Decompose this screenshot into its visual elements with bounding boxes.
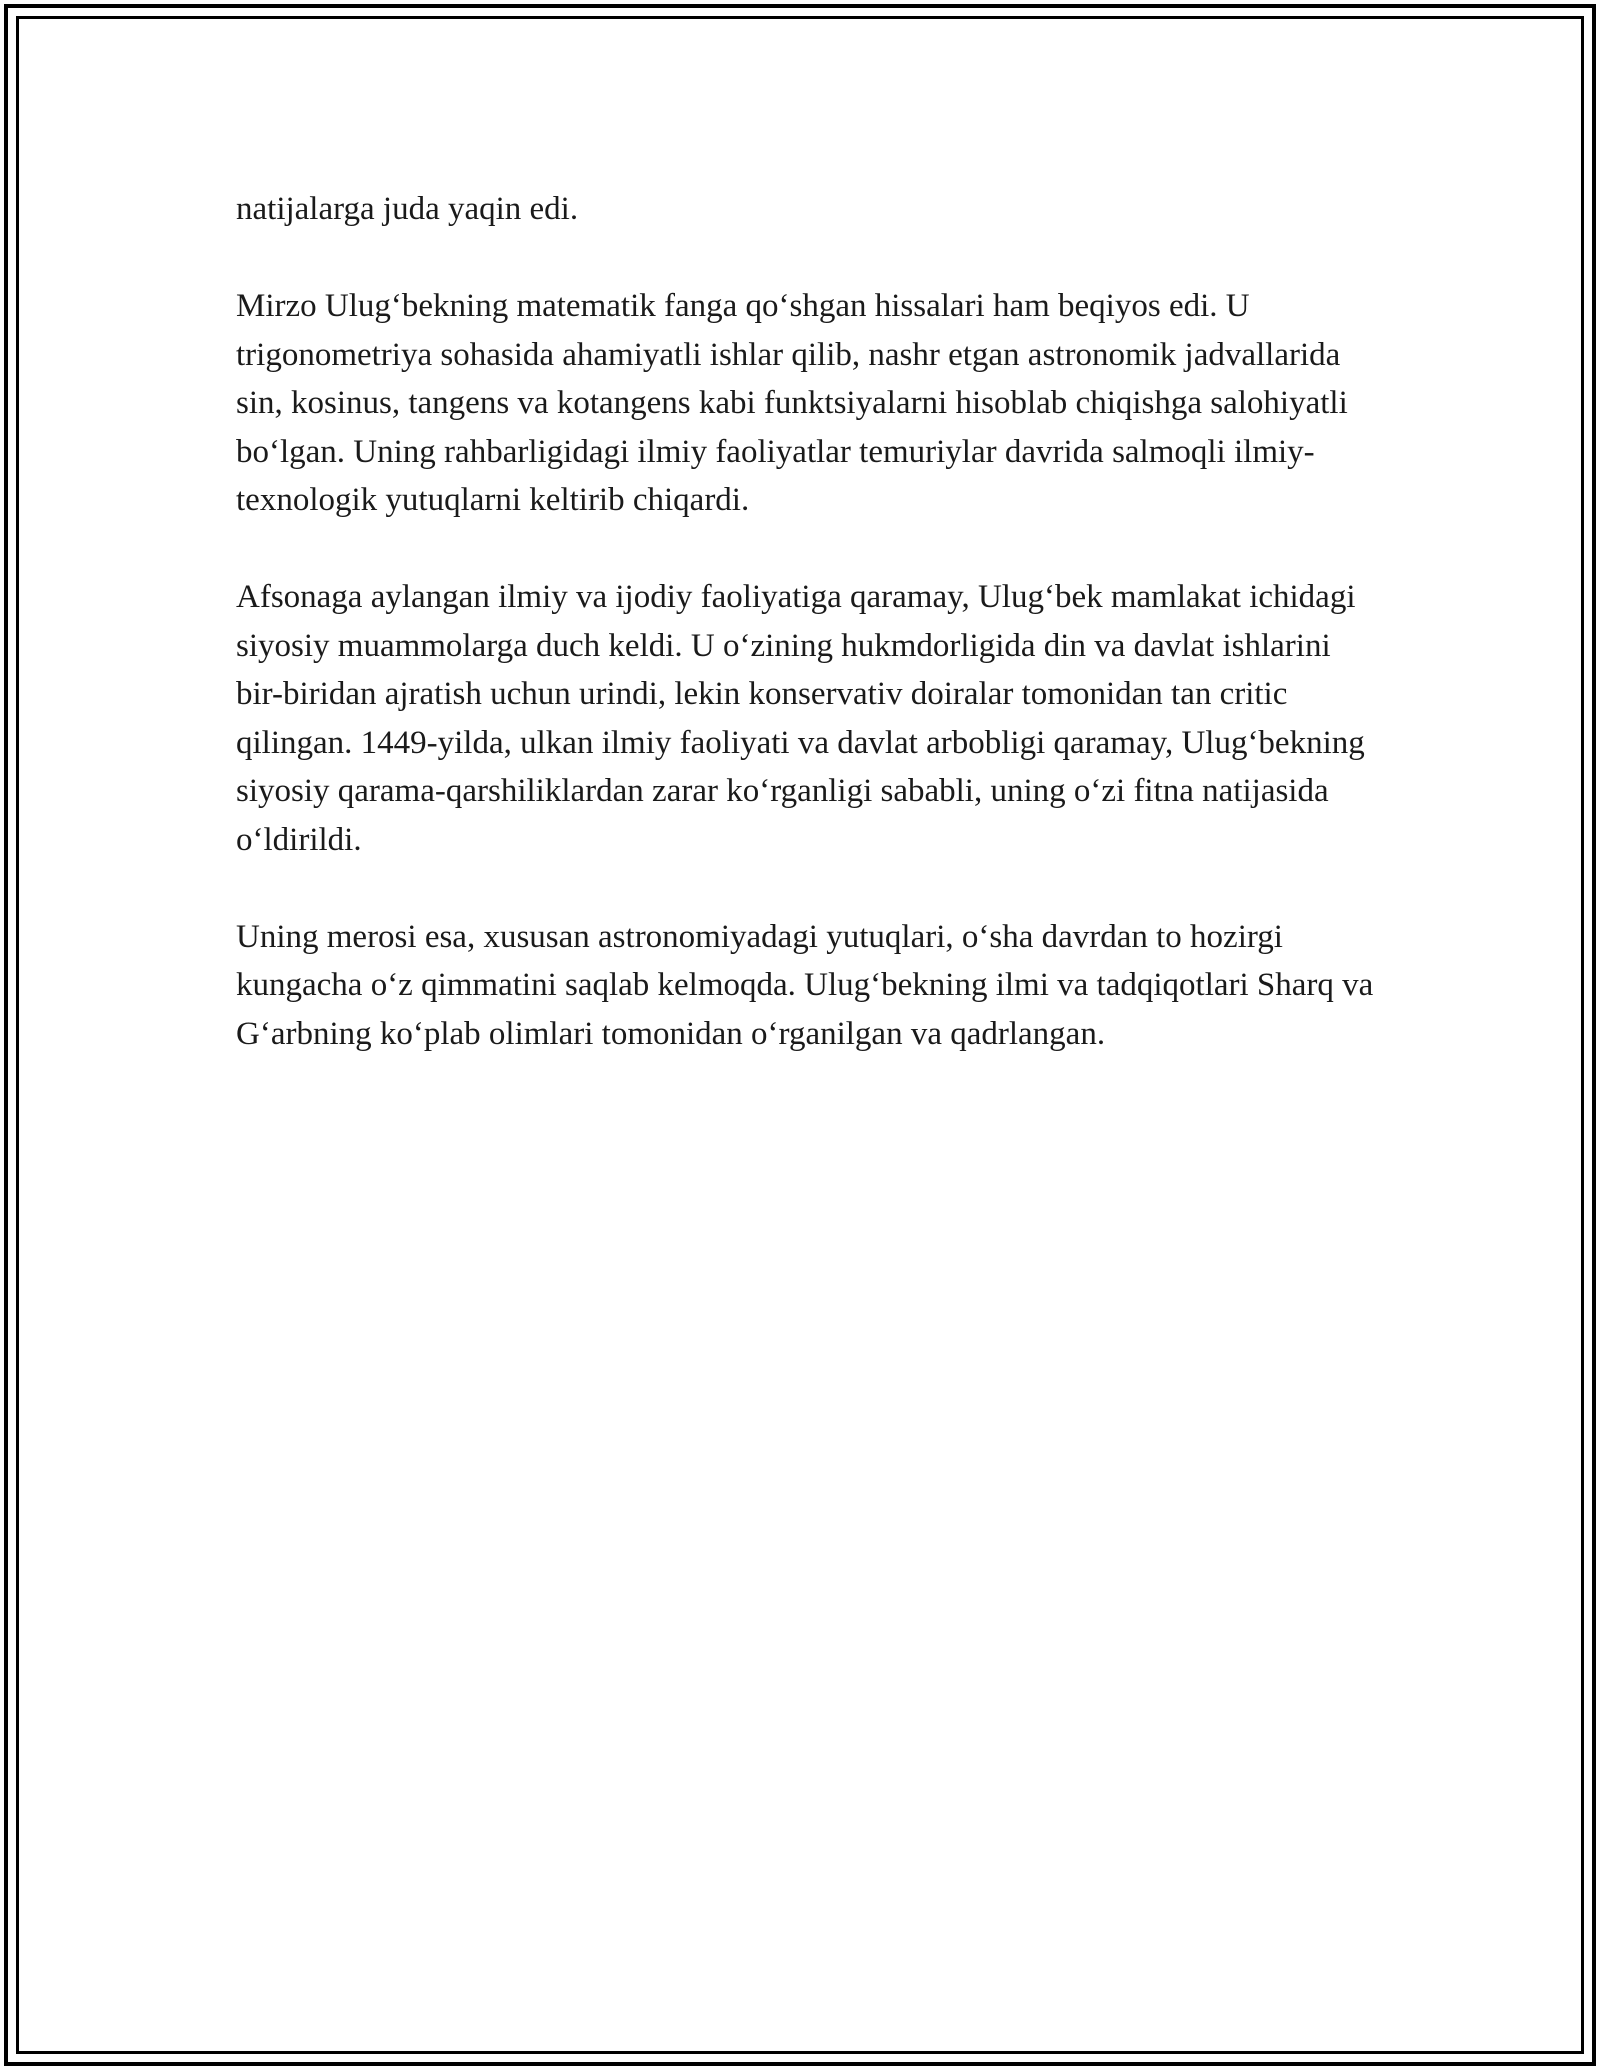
paragraph-4: Uning merosi esa, xususan astronomiyadagi yutuqlari, o‘sha davrdan to hozirgi kungacha o‘z qimmatini saqlab kelmoqda. Ulug‘bekning ilmi va tadqiqotlari Sharq va G‘arbning ko‘plab olimlari tomonidan o‘rganilgan va qadrlangan. [236, 918, 1374, 1052]
paragraph-1: natijalarga juda yaqin edi. [236, 191, 579, 227]
paragraph-3: Afsonaga aylangan ilmiy va ijodiy faoliyatiga qaramay, Ulug‘bek mamlakat ichidagi siyosiy muammolarga duch keldi. U o‘zining hukmdorligida din va davlat ishlarini bir-biridan ajratish uchun urindi, lekin konservativ doiralar tomonidan tan critic qilingan. 1449-yilda, ulkan ilmiy faoliyati va davlat arbobligi qaramay, Ulug‘bekning siyosiy qarama-qarshiliklardan zarar ko‘rganligi sababli, uning o‘zi fitna natijasida o‘ldirildi. [236, 579, 1365, 858]
paragraph-2: Mirzo Ulug‘bekning matematik fanga qo‘shgan hissalari ham beqiyos edi. U trigonometriya sohasida ahamiyatli ishlar qilib, nashr etgan astronomik jadvallarida sin, kosinus, tangens va kotangens kabi funktsiyalarni hisoblab chiqishga salohiyatli bo‘lgan. Uning rahbarligidagi ilmiy faoliyatlar temuriylar davrida salmoqli ilmiy-texnologik yutuqlarni keltirib chiqardi. [236, 288, 1348, 518]
document-body [236, 185, 1376, 1058]
